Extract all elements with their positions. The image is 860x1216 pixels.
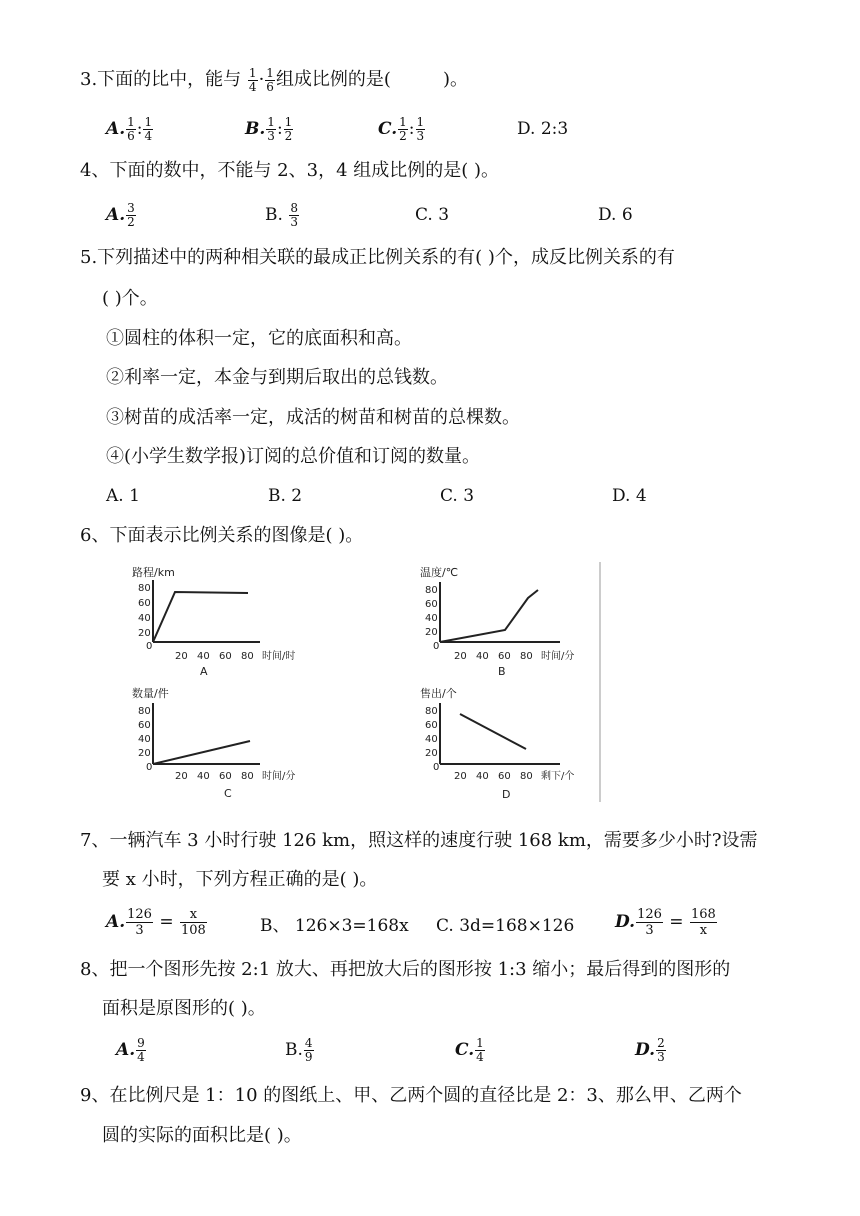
tick-label: 20 xyxy=(138,628,151,639)
fraction xyxy=(690,907,717,938)
numerator: 126 xyxy=(637,907,662,922)
denominator: 4 xyxy=(137,1050,145,1064)
chart-c-xlabel: 时间/分 xyxy=(262,771,296,782)
colon: : xyxy=(136,119,143,139)
q8-option-a[interactable] xyxy=(116,1033,147,1067)
numerator: 1 xyxy=(127,115,135,129)
fraction xyxy=(636,907,663,938)
fraction xyxy=(126,907,153,938)
q3-option-a[interactable] xyxy=(106,112,154,146)
q3-stem-text: )。 xyxy=(442,69,468,90)
denominator: 3 xyxy=(645,923,654,938)
option-letter: D. xyxy=(615,912,636,932)
fraction xyxy=(248,67,258,94)
tick-label: 20 xyxy=(454,651,467,662)
tick-label: 80 xyxy=(138,706,151,717)
chart-c-line xyxy=(153,741,250,764)
colon: : xyxy=(408,119,415,139)
q5-item: ②利率一定，本金与到期后取出的总钱数。 xyxy=(106,367,448,388)
tick-label: 40 xyxy=(197,771,210,782)
fraction xyxy=(284,116,294,143)
numerator: 8 xyxy=(290,201,298,215)
chart-d-ylabel: 售出/个 xyxy=(420,687,457,700)
q6-stem: 6、下面表示比例关系的图像是( )。 xyxy=(80,525,364,546)
option-letter: B. xyxy=(285,1040,303,1060)
q7-option-d[interactable] xyxy=(615,905,718,939)
q4-option-c[interactable]: C. 3 xyxy=(415,205,450,225)
option-letter: A. xyxy=(116,1040,136,1060)
tick-label: 40 xyxy=(138,613,151,624)
chart-a-xlabel: 时间/时 xyxy=(262,651,296,662)
fraction xyxy=(143,116,153,143)
q5-item: ①圆柱的体积一定，它的底面积和高。 xyxy=(106,328,412,349)
q5-option-d[interactable]: D. 4 xyxy=(612,486,647,506)
tick-label: 60 xyxy=(425,599,438,610)
option-letter: C. xyxy=(378,119,398,139)
q4-option-b[interactable] xyxy=(265,198,300,232)
fraction xyxy=(136,1037,146,1064)
chart-b-xlabel: 时间/分 xyxy=(541,651,575,662)
chart-c-caption: C xyxy=(224,787,232,800)
q3-stem-text: 组成比例的是( xyxy=(275,69,391,90)
q3-option-d[interactable]: D. 2:3 xyxy=(517,119,569,139)
tick-label: 60 xyxy=(498,771,511,782)
denominator: x xyxy=(699,923,708,938)
chart-b[interactable] xyxy=(420,565,574,678)
separator: · xyxy=(258,69,265,90)
numerator: 3 xyxy=(127,201,135,215)
tick-label: 20 xyxy=(175,651,188,662)
tick-label: 40 xyxy=(425,734,438,745)
q9-stem-line1: 9、在比例尺是 1：10 的图纸上、甲、乙两个圆的直径比是 2：3、那么甲、乙两个 xyxy=(80,1085,742,1106)
denominator: 4 xyxy=(248,79,257,94)
tick-label: 60 xyxy=(425,720,438,731)
tick-label: 0 xyxy=(146,641,153,652)
denominator: 3 xyxy=(135,923,144,938)
q8-option-b[interactable] xyxy=(285,1033,315,1067)
tick-label: 20 xyxy=(454,771,467,782)
q7-stem-line2: 要 x 小时，下列方程正确的是( )。 xyxy=(102,869,378,890)
fraction xyxy=(266,116,276,143)
numerator: 168 xyxy=(690,907,716,922)
tick-label: 60 xyxy=(498,651,511,662)
q3-stem xyxy=(80,66,468,94)
tick-label: 80 xyxy=(241,651,254,662)
chart-b-ylabel: 温度/℃ xyxy=(420,566,459,579)
q8-option-d[interactable] xyxy=(635,1033,667,1067)
tick-label: 40 xyxy=(476,651,489,662)
numerator: 9 xyxy=(137,1036,145,1050)
tick-label: 20 xyxy=(175,771,188,782)
chart-a[interactable] xyxy=(132,565,295,678)
numerator: 1 xyxy=(248,65,257,80)
chart-d-xlabel: 剩下/个 xyxy=(541,771,575,782)
numerator: 1 xyxy=(284,115,293,129)
q6-chart-figure xyxy=(120,560,605,804)
q5-item: ③树苗的成活率一定，成活的树苗和树苗的总棵数。 xyxy=(106,407,520,428)
tick-label: 80 xyxy=(425,706,438,717)
denominator: 3 xyxy=(290,215,298,229)
option-letter: C. xyxy=(455,1040,475,1060)
tick-label: 60 xyxy=(219,651,232,662)
tick-label: 80 xyxy=(241,771,254,782)
option-letter: A. xyxy=(106,205,126,225)
tick-label: 0 xyxy=(433,641,440,652)
fraction xyxy=(304,1037,314,1064)
q3-option-c[interactable] xyxy=(378,112,426,146)
denominator: 9 xyxy=(304,1050,313,1064)
q8-option-c[interactable] xyxy=(455,1033,486,1067)
numerator: 1 xyxy=(399,115,407,129)
fraction xyxy=(656,1037,666,1064)
q5-option-a[interactable]: A. 1 xyxy=(106,486,140,506)
tick-label: 60 xyxy=(138,598,151,609)
q4-option-d[interactable]: D. 6 xyxy=(598,205,633,225)
option-letter: D. xyxy=(635,1040,656,1060)
chart-b-caption: B xyxy=(498,665,506,678)
chart-d-caption: D xyxy=(502,788,511,801)
q9-stem-line2: 圆的实际的面积比是( )。 xyxy=(102,1125,302,1146)
numerator: 2 xyxy=(657,1036,665,1050)
fraction xyxy=(289,202,299,229)
q5-stem-line1: 5.下列描述中的两种相关联的最成正比例关系的有( )个，成反比例关系的有 xyxy=(80,247,675,268)
numerator: 126 xyxy=(127,907,152,922)
tick-label: 60 xyxy=(219,771,232,782)
denominator: 4 xyxy=(476,1050,484,1064)
q7-option-c[interactable]: C. 3d=168×126 xyxy=(436,916,575,936)
fraction xyxy=(265,67,275,94)
tick-label: 80 xyxy=(520,651,533,662)
denominator: 2 xyxy=(127,215,135,229)
q7-option-b[interactable]: B、 126×3=168x xyxy=(260,916,409,936)
tick-label: 0 xyxy=(433,762,440,773)
tick-label: 0 xyxy=(146,762,153,773)
denominator: 108 xyxy=(181,923,206,938)
q8-stem-line1: 8、把一个图形先按 2:1 放大、再把放大后的图形按 1:3 缩小；最后得到的图形的 xyxy=(80,959,731,980)
tick-label: 20 xyxy=(425,748,438,759)
numerator: 1 xyxy=(267,115,275,129)
denominator: 4 xyxy=(144,129,153,143)
numerator: 1 xyxy=(476,1036,484,1050)
numerator: 1 xyxy=(266,65,274,80)
q7-stem-line1: 7、一辆汽车 3 小时行驶 126 km，照这样的速度行驶 168 km，需要多少小时?设需 xyxy=(80,830,758,851)
chart-c[interactable] xyxy=(132,686,295,800)
option-letter: B. xyxy=(265,205,289,225)
tick-label: 40 xyxy=(138,734,151,745)
equals-sign: = xyxy=(669,912,684,932)
equals-sign: = xyxy=(159,912,174,932)
chart-d-line xyxy=(460,714,526,749)
q5-stem-line2: ( )个。 xyxy=(102,288,158,309)
fraction xyxy=(475,1037,485,1064)
option-letter: A. xyxy=(106,119,126,139)
chart-a-ylabel: 路程/km xyxy=(132,566,175,579)
tick-label: 20 xyxy=(425,627,438,638)
tick-label: 80 xyxy=(138,583,151,594)
denominator: 6 xyxy=(266,79,274,94)
denominator: 3 xyxy=(416,129,425,143)
q4-stem: 4、下面的数中，不能与 2、3，4 组成比例的是( )。 xyxy=(80,160,500,181)
fraction xyxy=(416,116,426,143)
fraction xyxy=(180,907,207,938)
q5-item: ④(小学生数学报)订阅的总价值和订阅的数量。 xyxy=(106,446,481,467)
fraction xyxy=(126,202,136,229)
numerator: x xyxy=(180,907,207,923)
q7-option-a[interactable] xyxy=(106,905,208,939)
chart-a-line xyxy=(153,592,248,642)
chart-a-caption: A xyxy=(200,665,208,678)
option-letter: B. xyxy=(245,119,266,139)
tick-label: 60 xyxy=(138,720,151,731)
tick-label: 80 xyxy=(520,771,533,782)
tick-label: 40 xyxy=(197,651,210,662)
denominator: 3 xyxy=(657,1050,665,1064)
tick-label: 20 xyxy=(138,748,151,759)
numerator: 4 xyxy=(304,1036,313,1050)
q8-stem-line2: 面积是原图形的( )。 xyxy=(102,998,266,1019)
q4-option-a[interactable] xyxy=(106,198,137,232)
denominator: 2 xyxy=(399,129,407,143)
q5-option-c[interactable]: C. 3 xyxy=(440,486,475,506)
fraction xyxy=(398,116,408,143)
option-letter: A. xyxy=(106,912,126,932)
chart-d[interactable] xyxy=(420,686,574,801)
denominator: 2 xyxy=(284,129,293,143)
colon: : xyxy=(276,119,283,139)
q3-stem-text: 3.下面的比中，能与 xyxy=(80,69,242,90)
q3-option-b[interactable] xyxy=(245,112,294,146)
denominator: 3 xyxy=(267,129,275,143)
tick-label: 80 xyxy=(425,585,438,596)
denominator: 6 xyxy=(127,129,135,143)
chart-c-ylabel: 数量/件 xyxy=(132,687,169,700)
q5-option-b[interactable]: B. 2 xyxy=(268,486,303,506)
numerator: 1 xyxy=(144,115,153,129)
fraction xyxy=(126,116,136,143)
chart-b-line xyxy=(440,590,538,642)
tick-label: 40 xyxy=(476,771,489,782)
numerator: 1 xyxy=(416,115,425,129)
tick-label: 40 xyxy=(425,613,438,624)
